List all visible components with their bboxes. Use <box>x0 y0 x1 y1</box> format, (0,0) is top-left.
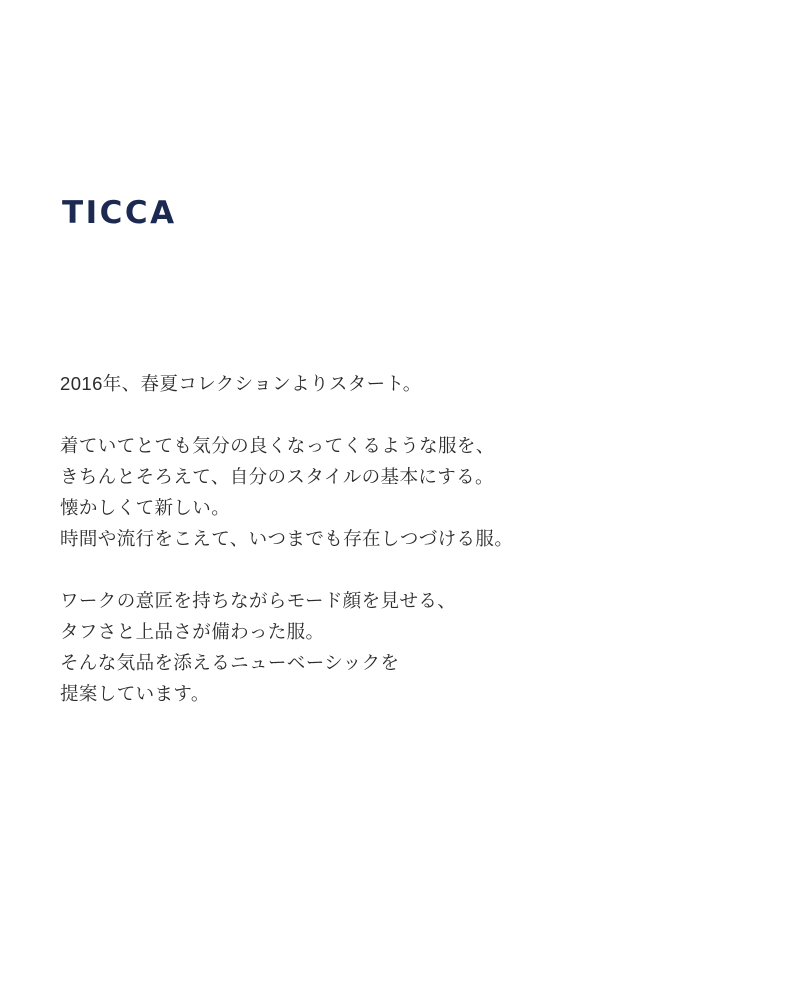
intro-line: 2016年、春夏コレクションよりスタート。 <box>60 373 422 394</box>
proposal-line-4: 提案しています。 <box>60 683 210 704</box>
concept-line-1: 着ていてとても気分の良くなってくるような服を、 <box>60 435 495 456</box>
brand-logo: TICCA <box>62 195 177 231</box>
proposal-line-2: タフさと上品さが備わった服。 <box>60 621 325 642</box>
brand-header <box>62 195 177 231</box>
proposal-paragraph <box>60 585 720 709</box>
intro-paragraph <box>60 368 720 399</box>
concept-line-3: 懐かしくて新しい。 <box>60 497 231 518</box>
concept-line-4: 時間や流行をこえて、いつまでも存在しつづける服。 <box>60 528 514 549</box>
proposal-line-3: そんな気品を添えるニューベーシックを <box>60 652 400 673</box>
proposal-line-1: ワークの意匠を持ちながらモード顔を見せる、 <box>60 590 457 611</box>
concept-line-2: きちんとそろえて、自分のスタイルの基本にする。 <box>60 466 494 487</box>
brand-copy <box>60 368 720 709</box>
concept-paragraph <box>60 430 720 554</box>
